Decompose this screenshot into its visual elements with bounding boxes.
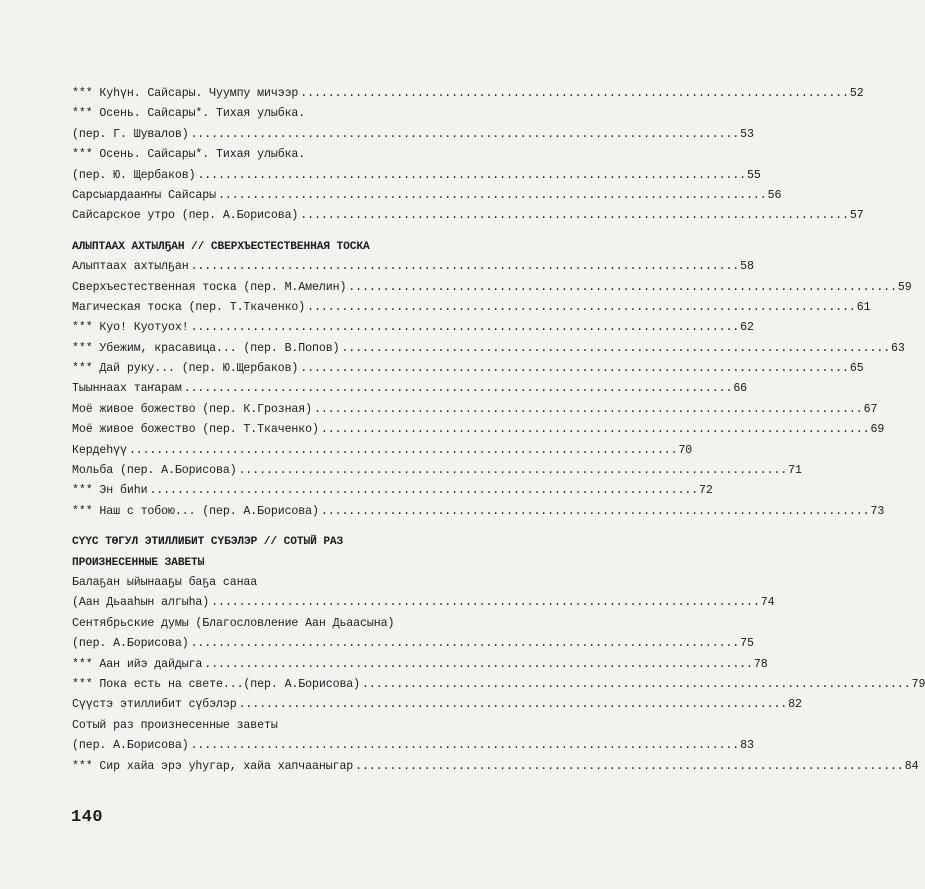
toc-entry-title: *** Убежим, красавица... (пер. В.Попов): [72, 341, 340, 355]
toc-entry-title: Магическая тоска (пер. Т.Ткаченко): [72, 300, 306, 314]
dot-leader: ................................................................................: [341, 341, 891, 355]
toc-section-heading: ПРОИЗНЕСЕННЫЕ ЗАВЕТЫ: [72, 556, 205, 569]
toc-entry-page: 55: [747, 168, 761, 182]
section-gap: [72, 227, 484, 237]
toc-entry: [72, 757, 919, 777]
toc-entry: [72, 318, 754, 338]
dot-leader: ................................................................................: [362, 677, 911, 691]
toc-entry-title: (пер. Ю. Щербаков): [72, 168, 196, 182]
toc-entry-title: *** Сир хайа эрэ уһугар, хайа хапчааныгар: [72, 759, 354, 773]
toc-entry: [72, 634, 754, 654]
toc-entry-title: *** Куо! Куотуох!: [72, 321, 189, 335]
toc-entry-page: 69: [870, 423, 885, 437]
toc-entry-title: Алыптаах ахтылҕан: [72, 260, 189, 274]
dot-leader: ................................................................................: [314, 402, 863, 416]
toc-entry: [72, 379, 748, 399]
toc-entry-page: 75: [740, 637, 754, 651]
toc-entry: [72, 84, 864, 104]
toc-entry-page: 84: [904, 759, 919, 773]
dot-leader: ................................................................................: [320, 423, 870, 437]
toc-entry-page: 53: [740, 127, 754, 141]
toc-entry-page: 82: [788, 698, 802, 712]
toc-entry-title: Сарсыардааҥҥы Сайсары: [72, 188, 217, 202]
toc-section-heading: АЛЫПТААХ АХТЫЛҔАН // СВЕРХЪЕСТЕСТВЕННАЯ ТОСКА: [72, 240, 370, 253]
toc-entry-title: *** Осень. Сайсары*. Тихая улыбка.: [72, 107, 306, 121]
toc-entry-page: 74: [760, 596, 775, 610]
dot-leader: ................................................................................: [183, 382, 733, 396]
toc-entry-page: 70: [678, 443, 693, 457]
toc-entry: [72, 441, 693, 461]
toc-entry-title: Сотый раз произнесенные заветы: [72, 718, 278, 732]
toc-entry-page: 59: [897, 280, 912, 294]
toc-entry-title: Кердеһүү: [72, 443, 127, 457]
toc-entry: [72, 400, 878, 420]
toc-entry-title: Моё живое божество (пер. К.Грозная): [72, 402, 313, 416]
toc-entry-page: 79: [911, 677, 925, 691]
toc-entry-title: (пер. А.Борисова): [72, 637, 189, 651]
toc-entry: [72, 278, 912, 298]
toc-entry: [72, 166, 761, 186]
toc-entry: [72, 502, 885, 522]
dot-leader: ................................................................................: [190, 127, 740, 141]
toc-entry-page: 66: [733, 382, 748, 396]
toc-entry-title: Сентябрьские думы (Благословление Аан Дьаасына): [72, 616, 395, 630]
toc-entry-page: 71: [788, 464, 802, 478]
toc-entry-page: 73: [870, 504, 885, 518]
dot-leader: ................................................................................: [218, 188, 767, 202]
toc-entry: [72, 655, 768, 675]
toc-entry: [72, 614, 484, 634]
dot-leader: ................................................................................: [197, 168, 747, 182]
toc-entry-page: 58: [740, 260, 754, 274]
toc-entry: [72, 593, 775, 613]
toc-entry-title: (пер. Г. Шувалов): [72, 127, 189, 141]
dot-leader: ................................................................................: [320, 504, 870, 518]
section-gap: [72, 522, 484, 532]
toc-entry: [72, 298, 871, 318]
toc-entry-page: 78: [753, 657, 768, 671]
toc-entry: [72, 420, 885, 440]
toc-entry: [72, 675, 925, 695]
toc-entry-title: *** Наш с тобою... (пер. А.Борисова): [72, 504, 319, 518]
toc-entry: [72, 736, 754, 756]
dot-leader: ................................................................................: [190, 260, 740, 274]
toc-entry-title: *** Пока есть на свете...(пер. А.Борисова): [72, 677, 361, 691]
toc-entry: [72, 695, 802, 715]
toc-entry: [72, 206, 864, 226]
page-number: 140: [71, 808, 104, 827]
toc-entry-page: 63: [891, 341, 905, 355]
toc-entry: [72, 461, 802, 481]
toc-entry-page: 56: [767, 188, 782, 202]
toc-entry: [72, 359, 864, 379]
dot-leader: ................................................................................: [190, 739, 740, 753]
toc-entry-title: Тыыннаах таҥарам: [72, 382, 182, 396]
dot-leader: ................................................................................: [300, 362, 849, 376]
toc-entry-title: Мольба (пер. А.Борисова): [72, 464, 237, 478]
toc-entry-page: 62: [740, 321, 754, 335]
toc-entry: [72, 573, 484, 593]
toc-entry: [72, 186, 782, 206]
dot-leader: ................................................................................: [211, 596, 760, 610]
dot-leader: ................................................................................: [204, 657, 753, 671]
dot-leader: ................................................................................: [190, 637, 740, 651]
table-of-contents: [72, 84, 925, 777]
toc-entry-title: (Аан Дьааһын алгыһа): [72, 596, 210, 610]
toc-entry-title: Моё живое божество (пер. Т.Ткаченко): [72, 423, 319, 437]
toc-entry-page: 61: [856, 300, 871, 314]
toc-entry: [72, 481, 713, 501]
toc-entry-title: *** Осень. Сайсары*. Тихая улыбка.: [72, 148, 306, 162]
dot-leader: ................................................................................: [348, 280, 897, 294]
dot-leader: ................................................................................: [300, 209, 849, 223]
toc-entry-page: 72: [699, 484, 713, 498]
toc-entry: [72, 125, 754, 145]
toc-entry-page: 67: [863, 402, 878, 416]
toc-entry: [72, 339, 905, 359]
dot-leader: ................................................................................: [238, 698, 788, 712]
toc-entry-title: *** Аан ийэ дайдыга: [72, 657, 203, 671]
toc-entry-title: (пер. А.Борисова): [72, 739, 189, 753]
toc-entry-title: *** Эн биһи: [72, 484, 148, 498]
toc-entry: [72, 104, 484, 124]
toc-entry: [72, 716, 484, 736]
dot-leader: ................................................................................: [307, 300, 856, 314]
toc-entry-title: Сверхъестественная тоска (пер. М.Амелин): [72, 280, 347, 294]
toc-entry: [72, 257, 754, 277]
toc-entry-title: Сүүстэ этиллибит сүбэлэр: [72, 698, 237, 712]
dot-leader: ................................................................................: [190, 321, 740, 335]
toc-section-heading: СҮҮС ТӨГУЛ ЭТИЛЛИБИТ СҮБЭЛЭР // СОТЫЙ РАЗ: [72, 536, 344, 549]
toc-entry: [72, 145, 484, 165]
dot-leader: ................................................................................: [128, 443, 678, 457]
dot-leader: ................................................................................: [149, 484, 699, 498]
toc-entry-title: *** Куһүн. Сайсары. Чуумпу мичээр: [72, 87, 299, 100]
toc-entry-page: 65: [849, 362, 864, 376]
dot-leader: ................................................................................: [238, 464, 788, 478]
dot-leader: ................................................................................: [355, 759, 904, 773]
toc-entry-page: 83: [740, 739, 754, 753]
toc-entry-title: Балаҕан ыйынааҕы баҕа санаа: [72, 575, 258, 589]
toc-entry-page: 52: [849, 87, 864, 100]
toc-entry-title: Сайсарское утро (пер. А.Борисова): [72, 209, 299, 223]
toc-entry-page: 57: [849, 209, 864, 223]
toc-entry-title: *** Дай руку... (пер. Ю.Щербаков): [72, 362, 299, 376]
dot-leader: ................................................................................: [300, 87, 849, 100]
